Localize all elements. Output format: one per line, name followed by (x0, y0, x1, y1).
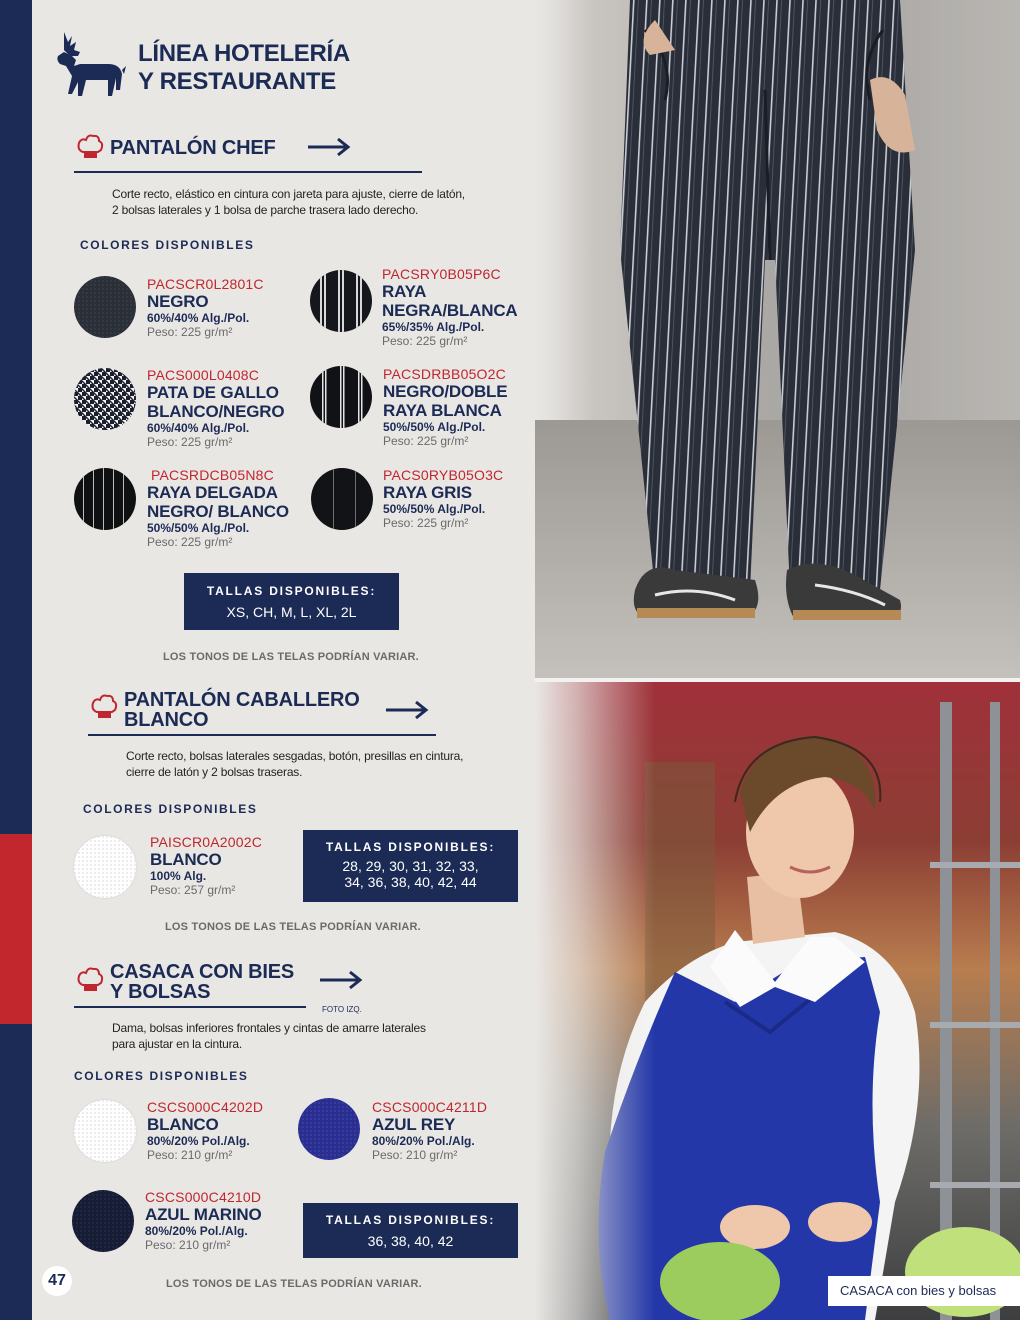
section-title-line1: CASACA CON BIES (110, 961, 295, 983)
color-name-line2: RAYA BLANCA (383, 401, 502, 420)
section-title-pantalon-caballero (124, 690, 360, 730)
swatch-blanco (74, 836, 136, 898)
color-item (147, 1099, 263, 1163)
chef-hat-icon (90, 692, 118, 720)
deer-logo-icon (50, 30, 126, 98)
chef-hat-icon (76, 965, 104, 993)
description-line2: cierre de latón y 2 bolsas traseras. (126, 765, 303, 779)
photo-chef-pants (535, 0, 1020, 678)
section-rule (74, 1006, 306, 1008)
color-name: RAYA DELGADA (147, 483, 278, 502)
description-line1: Corte recto, elástico en cintura con jareta para ajuste, cierre de latón, (112, 187, 465, 201)
section-title-pantalon-chef (110, 138, 276, 158)
color-code: PACSRY0B05P6C (382, 266, 501, 282)
color-name: AZUL MARINO (145, 1205, 262, 1224)
fabric-tone-note: LOS TONOS DE LAS TELAS PODRÍAN VARIAR. (165, 921, 421, 933)
color-composition: 80%/20% Pol./Alg. (372, 1134, 475, 1148)
color-weight: Peso: 225 gr/m² (147, 325, 233, 339)
left-navy-stripe (0, 0, 32, 1320)
page-title (138, 40, 350, 96)
color-name-line2: BLANCO/NEGRO (147, 402, 285, 421)
sizes-title: TALLAS DISPONIBLES: (325, 840, 496, 854)
color-composition: 100% Alg. (150, 869, 207, 883)
color-code: PACS0RYB05O3C (383, 467, 504, 483)
color-name: RAYA GRIS (383, 483, 472, 502)
color-name: BLANCO (147, 1115, 219, 1134)
color-weight: Peso: 225 gr/m² (383, 434, 469, 448)
sizes-values-line2: 34, 36, 38, 40, 42, 44 (344, 874, 477, 890)
color-code: PACSCR0L2801C (147, 276, 264, 292)
color-composition: 65%/35% Alg./Pol. (382, 320, 485, 334)
left-red-stripe (0, 834, 32, 1024)
photo-caption (828, 1276, 1020, 1306)
section-title-line1: PANTALÓN CABALLERO (124, 689, 360, 711)
sizes-box (303, 1203, 518, 1258)
section-rule (88, 734, 436, 736)
fabric-tone-note: LOS TONOS DE LAS TELAS PODRÍAN VARIAR. (166, 1278, 422, 1290)
color-name: RAYA (382, 282, 427, 301)
photo-casaca (535, 682, 1020, 1320)
section-title-casaca (110, 962, 294, 1002)
color-name-line2: NEGRO/ BLANCO (147, 502, 289, 521)
colors-label: COLORES DISPONIBLES (80, 238, 255, 252)
color-name: AZUL REY (372, 1115, 456, 1134)
color-code: CSCS000C4210D (145, 1189, 262, 1205)
swatch-raya-gris (311, 468, 373, 530)
chef-hat-icon (76, 132, 104, 160)
arrow-right-icon (306, 137, 352, 157)
color-code: CSCS000C4202D (147, 1099, 264, 1115)
color-weight: Peso: 225 gr/m² (147, 535, 233, 549)
description-line1: Corte recto, bolsas laterales sesgadas, botón, presillas en cintura, (126, 749, 464, 763)
color-name: PATA DE GALLO (147, 383, 279, 402)
color-code: CSCS000C4211D (372, 1099, 488, 1115)
sizes-title: TALLAS DISPONIBLES: (206, 584, 377, 598)
section-description (112, 186, 465, 218)
color-composition: 80%/20% Pol./Alg. (147, 1134, 250, 1148)
color-weight: Peso: 257 gr/m² (150, 883, 236, 897)
color-composition: 50%/50% Alg./Pol. (383, 420, 486, 434)
color-code: PAISCR0A2002C (150, 834, 263, 850)
sizes-values: 36, 38, 40, 42 (367, 1233, 454, 1249)
photo-reference: FOTO IZQ. (322, 1005, 362, 1014)
description-line2: 2 bolsas laterales y 1 bolsa de parche trasera lado derecho. (112, 203, 419, 217)
page-title-line1: LÍNEA HOTELERÍA (138, 40, 350, 67)
color-code: PACSDRBB05O2C (383, 366, 506, 382)
sizes-title: TALLAS DISPONIBLES: (325, 1213, 496, 1227)
swatch-raya-negra-blanca (310, 270, 372, 332)
color-item (150, 834, 262, 898)
color-item (383, 366, 507, 449)
sizes-values: XS, CH, M, L, XL, 2L (226, 604, 357, 620)
page-number: 47 (42, 1266, 72, 1296)
section-title-line2: BLANCO (124, 709, 209, 731)
swatch-negro (74, 276, 136, 338)
color-item (147, 467, 289, 550)
colors-label: COLORES DISPONIBLES (83, 802, 258, 816)
color-weight: Peso: 210 gr/m² (372, 1148, 458, 1162)
color-composition: 60%/40% Alg./Pol. (147, 421, 250, 435)
color-weight: Peso: 225 gr/m² (382, 334, 468, 348)
description-line1: Dama, bolsas inferiores frontales y cintas de amarre laterales (112, 1021, 426, 1035)
swatch-azul-rey (298, 1098, 360, 1160)
sizes-box (184, 573, 399, 630)
section-description (126, 748, 463, 780)
arrow-right-icon (318, 970, 364, 990)
swatch-pata-de-gallo (74, 368, 136, 430)
page-title-line2: Y RESTAURANTE (138, 68, 336, 95)
swatch-negro-doble-raya (310, 366, 372, 428)
color-weight: Peso: 225 gr/m² (383, 516, 469, 530)
color-code: PACS000L0408C (147, 367, 260, 383)
color-composition: 80%/20% Pol./Alg. (145, 1224, 248, 1238)
swatch-raya-delgada (74, 468, 136, 530)
colors-label: COLORES DISPONIBLES (74, 1069, 249, 1083)
color-item (383, 467, 503, 531)
swatch-blanco (74, 1100, 136, 1162)
photo-caption-text: CASACA con bies y bolsas (840, 1283, 997, 1298)
color-item (372, 1099, 487, 1163)
fabric-tone-note: LOS TONOS DE LAS TELAS PODRÍAN VARIAR. (163, 651, 419, 663)
color-name: NEGRO/DOBLE (383, 382, 508, 401)
arrow-right-icon (384, 700, 430, 720)
color-name: NEGRO (147, 292, 209, 311)
color-item (145, 1189, 261, 1253)
color-composition: 50%/50% Alg./Pol. (147, 521, 250, 535)
section-title-line1: PANTALÓN CHEF (110, 137, 276, 159)
color-item (382, 266, 517, 349)
description-line2: para ajustar en la cintura. (112, 1037, 243, 1051)
color-weight: Peso: 225 gr/m² (147, 435, 233, 449)
section-rule (74, 171, 422, 173)
sizes-values-line1: 28, 29, 30, 31, 32, 33, (342, 858, 479, 874)
color-weight: Peso: 210 gr/m² (145, 1238, 231, 1252)
color-name-line2: NEGRA/BLANCA (382, 301, 518, 320)
section-title-line2: Y BOLSAS (110, 981, 211, 1003)
color-composition: 60%/40% Alg./Pol. (147, 311, 250, 325)
color-composition: 50%/50% Alg./Pol. (383, 502, 486, 516)
color-name: BLANCO (150, 850, 222, 869)
swatch-azul-marino (72, 1190, 134, 1252)
color-item (147, 367, 284, 450)
color-weight: Peso: 210 gr/m² (147, 1148, 233, 1162)
section-description (112, 1020, 426, 1052)
color-code: PACSRDCB05N8C (151, 467, 274, 483)
color-item (147, 276, 264, 340)
sizes-box (303, 830, 518, 902)
